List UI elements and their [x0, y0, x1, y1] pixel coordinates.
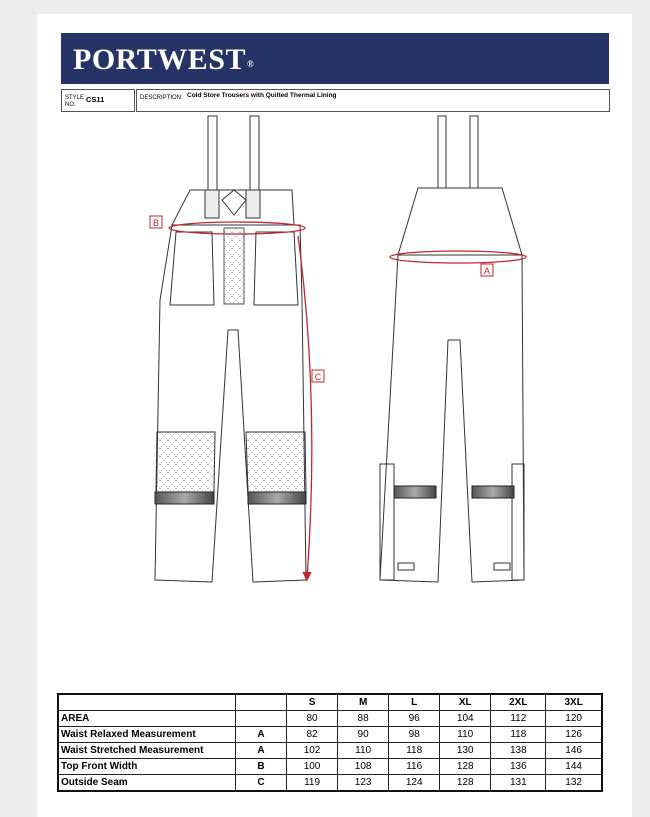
table-row — [58, 743, 602, 759]
style-number-value: CS11 — [86, 95, 105, 104]
row-area-label: AREA — [58, 711, 236, 727]
front-right-reflective-band — [248, 492, 306, 504]
svg-text:C: C — [314, 372, 322, 382]
front-right-knee-panel — [246, 432, 306, 492]
table-cell: 126 — [546, 727, 602, 743]
table-cell: 128 — [440, 759, 491, 775]
table-cell: 110 — [338, 743, 389, 759]
row-code — [236, 711, 287, 727]
size-chart-header-row — [58, 694, 602, 711]
table-row — [58, 727, 602, 743]
header-size-xl: XL — [440, 694, 491, 711]
row-area-label: Waist Stretched Measurement — [58, 743, 236, 759]
table-cell: 144 — [546, 759, 602, 775]
front-view-drawing — [152, 116, 306, 582]
row-code: A — [236, 743, 287, 759]
back-left-strap — [438, 116, 446, 190]
table-cell: 80 — [287, 711, 338, 727]
table-cell: 102 — [287, 743, 338, 759]
row-area-label: Outside Seam — [58, 775, 236, 792]
table-cell: 120 — [546, 711, 602, 727]
back-view-drawing — [380, 116, 524, 582]
table-cell: 88 — [338, 711, 389, 727]
back-left-ankle-tab — [398, 563, 414, 570]
header-size-3xl: 3XL — [546, 694, 602, 711]
row-code: A — [236, 727, 287, 743]
description-value: Cold Store Trousers with Quilted Thermal Lining — [187, 92, 337, 99]
front-left-strap — [208, 116, 217, 192]
back-right-reflective-band — [472, 486, 514, 498]
table-cell: 124 — [389, 775, 440, 792]
row-area-label: Top Front Width — [58, 759, 236, 775]
front-right-strap — [250, 116, 259, 192]
row-code: C — [236, 775, 287, 792]
table-cell: 116 — [389, 759, 440, 775]
table-cell: 108 — [338, 759, 389, 775]
table-cell: 138 — [491, 743, 546, 759]
table-cell: 98 — [389, 727, 440, 743]
front-zip-panel — [224, 228, 244, 304]
table-cell: 118 — [389, 743, 440, 759]
header-code-cell — [236, 694, 287, 711]
table-row — [58, 775, 602, 792]
table-row — [58, 711, 602, 727]
table-cell: 90 — [338, 727, 389, 743]
table-row — [58, 759, 602, 775]
header-area-cell — [58, 694, 236, 711]
style-no-label: NO: — [65, 102, 76, 108]
back-right-ankle-tab — [494, 563, 510, 570]
table-cell: 112 — [491, 711, 546, 727]
header-size-2xl: 2XL — [491, 694, 546, 711]
svg-text:A: A — [483, 266, 491, 276]
table-cell: 82 — [287, 727, 338, 743]
back-right-strap — [470, 116, 478, 190]
table-cell: 110 — [440, 727, 491, 743]
svg-text:B: B — [152, 218, 160, 228]
table-cell: 123 — [338, 775, 389, 792]
table-cell: 100 — [287, 759, 338, 775]
table-cell: 128 — [440, 775, 491, 792]
size-chart-table — [57, 693, 603, 792]
marker-c — [312, 370, 324, 382]
table-cell: 104 — [440, 711, 491, 727]
front-left-knee-panel — [156, 432, 215, 492]
description-label: DESCRIPTION: — [140, 95, 183, 101]
style-label: STYLE — [65, 95, 85, 101]
header-size-m: M — [338, 694, 389, 711]
row-code: B — [236, 759, 287, 775]
table-cell: 136 — [491, 759, 546, 775]
table-cell: 130 — [440, 743, 491, 759]
table-cell: 146 — [546, 743, 602, 759]
front-left-reflective-band — [155, 492, 214, 504]
back-bib — [398, 188, 522, 255]
marker-b — [150, 216, 162, 228]
table-cell: 118 — [491, 727, 546, 743]
row-area-label: Waist Relaxed Measurement — [58, 727, 236, 743]
table-cell: 132 — [546, 775, 602, 792]
brand-logo: PORTWEST® — [73, 43, 255, 76]
table-cell: 119 — [287, 775, 338, 792]
header-size-s: S — [287, 694, 338, 711]
marker-a — [481, 264, 493, 276]
header-size-l: L — [389, 694, 440, 711]
table-cell: 131 — [491, 775, 546, 792]
table-cell: 96 — [389, 711, 440, 727]
back-trouser-body — [380, 255, 524, 582]
back-left-reflective-band — [394, 486, 436, 498]
